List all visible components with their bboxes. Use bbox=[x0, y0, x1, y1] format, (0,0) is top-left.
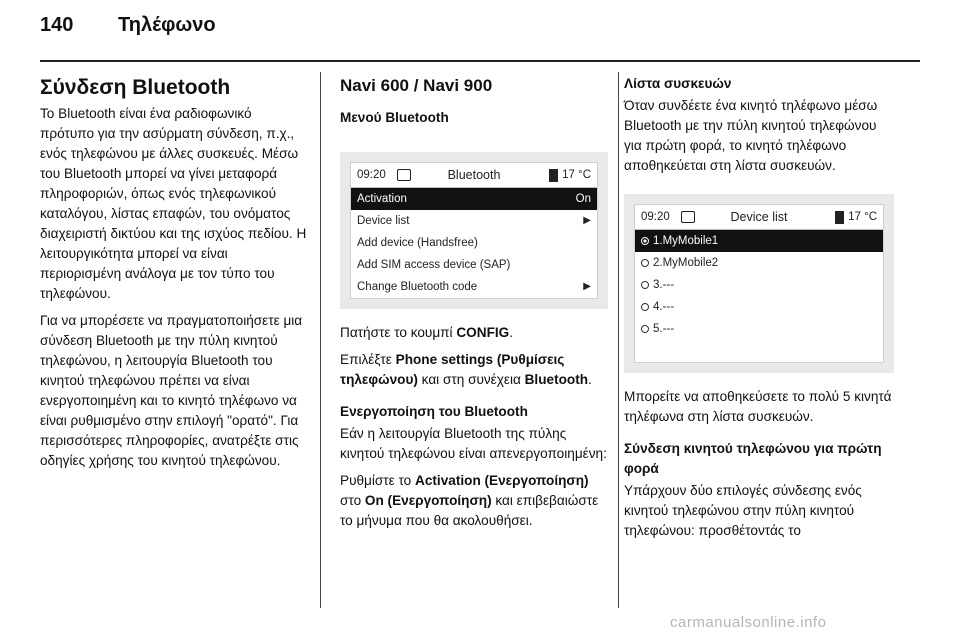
paragraph: Εάν η λειτουργία Bluetooth της πύλης κινητού τηλεφώνου είναι απενεργοποιημένη: bbox=[340, 426, 607, 461]
menu-item-add-sim-device[interactable]: Add SIM access device (SAP) bbox=[357, 259, 511, 271]
screen-status-bar bbox=[351, 163, 597, 188]
paragraph: Μπορείτε να αποθηκεύσετε το πολύ 5 κινητά τηλέφωνα στη λίστα συσκευών. bbox=[624, 389, 892, 424]
paragraph: Το Bluetooth είναι ένα ραδιοφωνικό πρότυπο για την ασύρματη σύνδεση, π.χ., ενός τηλεφώνου με άλλες συσκευές. Μέσω του Bluetooth μπορεί να γίνει μεταφορά πληροφοριών, όπως ενός τηλεφωνικού καταλόγου, λίστας επαφών, του ονόματος διαχειριστή δικτύου και της ισχύος πεδίου. Η λειτουργικότητα μπορεί να είναι περιορισμένη ανάλογα με τον τύπο του τηλεφώνου. bbox=[40, 106, 307, 301]
page-number: 140 bbox=[40, 14, 74, 36]
column-3 bbox=[624, 74, 894, 548]
radio-icon bbox=[641, 325, 649, 333]
screen-temperature: 17 °C bbox=[848, 211, 877, 223]
screen-time: 09:20 bbox=[357, 169, 386, 181]
subsection-title: Μενού Bluetooth bbox=[340, 110, 449, 125]
chevron-right-icon: ▶ bbox=[583, 281, 591, 292]
subsection-title: Ενεργοποίηση του Bluetooth bbox=[340, 404, 528, 419]
paragraph: Επιλέξτε Phone settings (Ρυθμίσεις τηλεφώνου) και στη συνέχεια Bluetooth. bbox=[340, 352, 592, 387]
column-2 bbox=[340, 74, 608, 538]
device-list-item[interactable]: 5.--- bbox=[635, 318, 883, 340]
signal-icon bbox=[549, 169, 558, 182]
paragraph: Υπάρχουν δύο επιλογές σύνδεσης ενός κινητού τηλεφώνου στην πύλη κινητού τηλεφώνου: προσθέτοντάς το bbox=[624, 483, 862, 538]
watermark: carmanualsonline.info bbox=[670, 614, 827, 631]
paragraph: Πατήστε το κουμπί CONFIG. bbox=[340, 325, 514, 340]
chevron-right-icon: ▶ bbox=[583, 215, 591, 226]
menu-item-change-code[interactable]: Change Bluetooth code ▶ bbox=[351, 276, 597, 298]
device-list-item[interactable]: 3.--- bbox=[635, 274, 883, 296]
radio-icon bbox=[641, 303, 649, 311]
paragraph: Ρυθμίστε το Activation (Ενεργοποίηση) στο On (Ενεργοποίηση) και επιβεβαιώστε το μήνυμα που θα ακολουθήσει. bbox=[340, 473, 599, 528]
screen-temperature: 17 °C bbox=[562, 169, 591, 181]
subsection-title: Λίστα συσκευών bbox=[624, 76, 732, 91]
radio-selected-icon bbox=[641, 237, 649, 245]
screen-status-bar bbox=[635, 205, 883, 230]
screen-title: Bluetooth bbox=[447, 168, 501, 182]
header-rule bbox=[40, 60, 920, 62]
display-screen bbox=[350, 162, 598, 299]
device-list-item[interactable]: 2.MyMobile2 bbox=[635, 252, 883, 274]
screen-title: Device list bbox=[730, 210, 788, 224]
paragraph: Για να μπορέσετε να πραγματοποιήσετε μια σύνδεση Bluetooth με την πύλη κινητού τηλεφώνου, η λειτουργία Bluetooth του κινητού τηλεφώνου πρέπει να είναι ενεργοποιημένη και το κινητό τηλέφωνο να είναι ρυθμισμένο στην επιλογή "ορατό". Για περισσότερες πληροφορίες, ανατρέξτε στις οδηγίες χρήσης του κινητού τηλεφώνου. bbox=[40, 313, 303, 468]
display-screen bbox=[634, 204, 884, 363]
bluetooth-menu-screenshot bbox=[340, 152, 608, 309]
section-title: Navi 600 / Navi 900 bbox=[340, 76, 493, 95]
column-divider bbox=[618, 72, 619, 608]
subsection-title: Σύνδεση κινητού τηλεφώνου για πρώτη φορά bbox=[624, 441, 882, 476]
screen-time: 09:20 bbox=[641, 211, 670, 223]
chapter-title: Τηλέφωνο bbox=[118, 14, 216, 36]
column-1 bbox=[40, 74, 308, 478]
column-divider bbox=[320, 72, 321, 608]
menu-item-add-device[interactable]: Add device (Handsfree) bbox=[357, 237, 478, 249]
signal-icon bbox=[835, 211, 844, 224]
menu-item-activation[interactable]: Activation On bbox=[351, 188, 597, 210]
radio-icon bbox=[641, 259, 649, 267]
section-title: Σύνδεση Bluetooth bbox=[40, 76, 231, 99]
phone-icon bbox=[681, 211, 695, 223]
device-list-item[interactable]: 4.--- bbox=[635, 296, 883, 318]
menu-item-device-list[interactable]: Device list ▶ bbox=[351, 210, 597, 232]
device-list-item[interactable]: 1.MyMobile1 bbox=[635, 230, 883, 252]
activation-value: On bbox=[575, 193, 591, 205]
device-list-screenshot bbox=[624, 194, 894, 373]
paragraph: Όταν συνδέετε ένα κινητό τηλέφωνο μέσω Bluetooth με την πύλη κινητού τηλεφώνου για πρώτη φορά, το κινητό τηλέφωνο αποθηκεύεται στη λίστα συσκευών. bbox=[624, 98, 878, 173]
radio-icon bbox=[641, 281, 649, 289]
phone-icon bbox=[397, 169, 411, 181]
page-header bbox=[40, 14, 920, 50]
